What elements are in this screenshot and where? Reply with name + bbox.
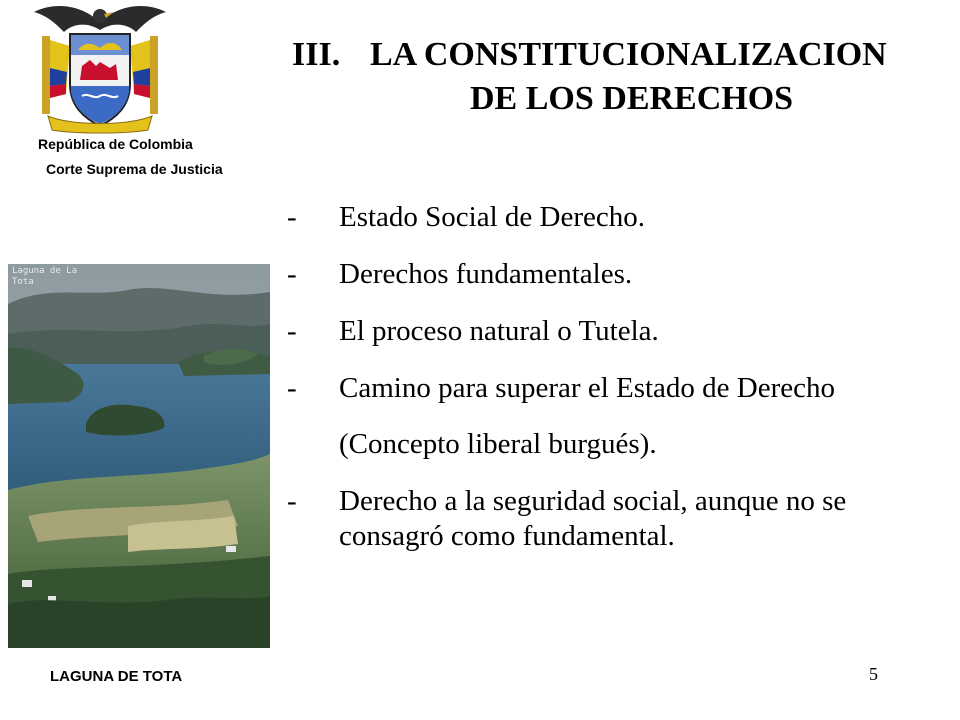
coat-of-arms-icon: [30, 2, 170, 134]
bullet-text: El proceso natural o Tutela.: [339, 315, 659, 347]
bullet-item: [287, 257, 947, 292]
bullet-dash: -: [287, 201, 297, 233]
bullet-item: [287, 484, 947, 554]
organization-line-2: Corte Suprema de Justicia: [46, 161, 223, 177]
title-number: III.: [292, 36, 341, 73]
bullet-item: [287, 200, 947, 235]
bullet-text: Derechos fundamentales.: [339, 258, 633, 290]
bullet-dash: -: [287, 372, 297, 404]
bullet-dash: -: [287, 258, 297, 290]
bullet-dash: -: [287, 315, 297, 347]
bullet-text: Camino para superar el Estado de Derecho: [339, 372, 836, 404]
title-line-1: LA CONSTITUCIONALIZACION: [370, 36, 887, 73]
bullet-item: [287, 371, 947, 462]
title-line-2: DE LOS DERECHOS: [470, 80, 794, 117]
svg-text:Laguna de La Tota: Laguna de La Tota: [12, 266, 78, 287]
bullet-list: [287, 200, 947, 576]
slide-title: [292, 36, 887, 74]
bullet-item: [287, 314, 947, 349]
photo-caption: LAGUNA DE TOTA: [50, 668, 183, 685]
page-number: 5: [869, 664, 878, 684]
bullet-text: Derecho a la seguridad social, aunque no se consagró como fundamental.: [339, 485, 847, 552]
bullet-text: Estado Social de Derecho.: [339, 201, 646, 233]
organization-line-1: República de Colombia: [38, 136, 193, 152]
bullet-dash: -: [287, 485, 297, 517]
laguna-de-tota-photo: [8, 264, 270, 648]
bullet-continuation: (Concepto liberal burgués).: [339, 428, 657, 460]
